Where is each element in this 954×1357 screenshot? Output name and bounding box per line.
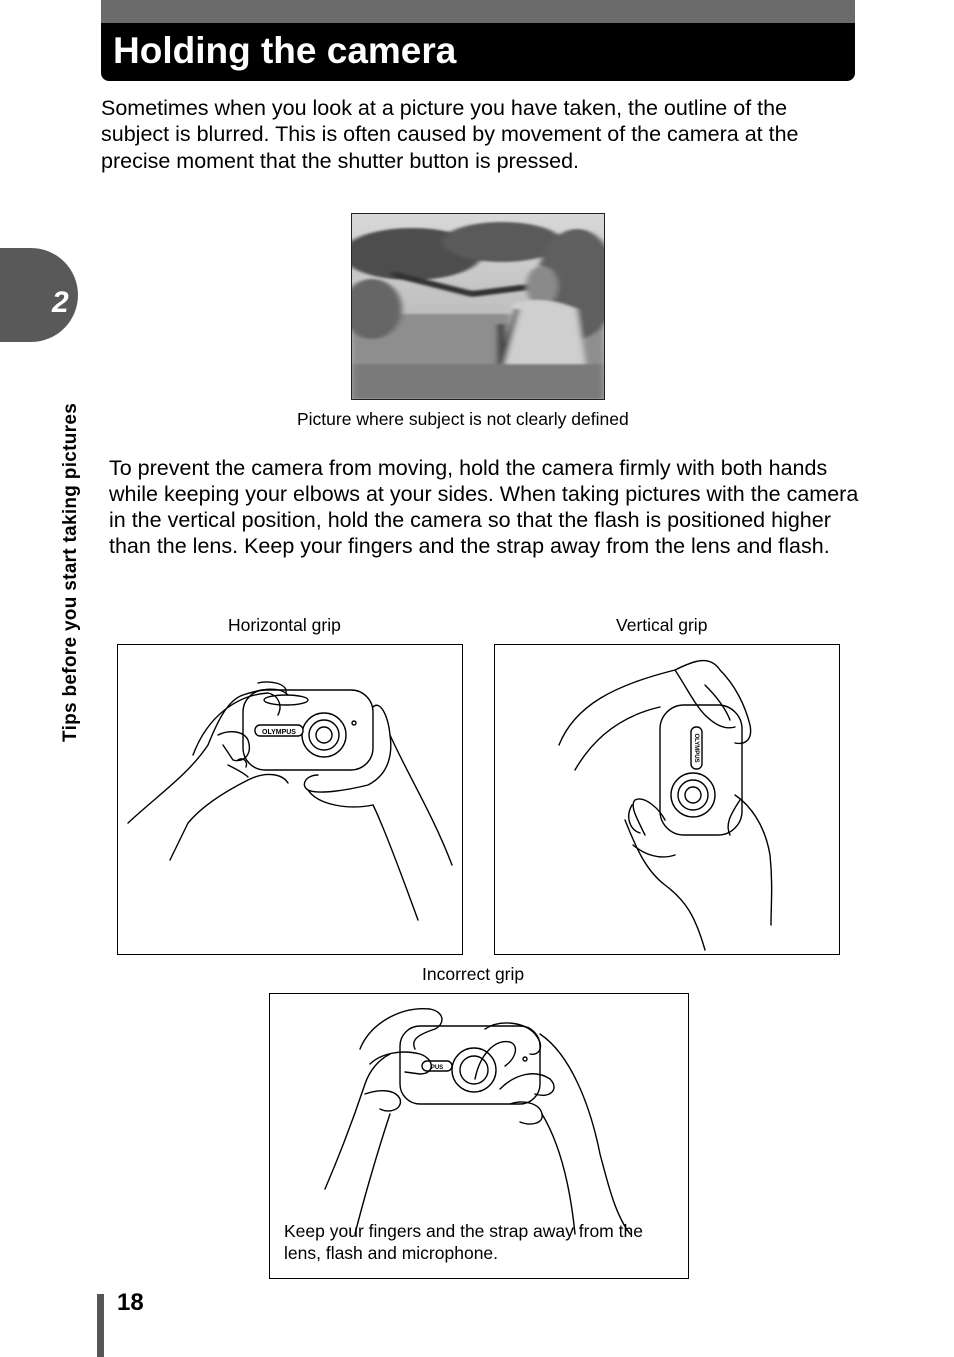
blurred-photo-image: [352, 214, 604, 399]
camera-brand-text-partial: PUS: [430, 1065, 444, 1071]
horizontal-grip-illustration: [118, 645, 462, 954]
body-paragraph: To prevent the camera from moving, hold the camera firmly with both hands while keeping your elbows at your sides. When taking pictures with the camera in the vertical position, hold the camera so that the flash is positioned higher than the lens. Keep your fingers and the strap away from the lens and flash.: [109, 456, 859, 558]
intro-paragraph: Sometimes when you look at a picture you have taken, the outline of the subject is blurred. This is often caused by movement of the camera at the precise moment that the shutter button is pressed.: [101, 96, 799, 173]
camera-brand-text: OLYMPUS: [262, 729, 296, 736]
incorrect-grip-figure: [269, 993, 689, 1279]
page-number-bar: [97, 1294, 104, 1357]
camera-brand-text-vertical: OLYMPUS: [693, 733, 699, 763]
chapter-number: 2: [52, 286, 69, 319]
page-number: 18: [117, 1289, 144, 1316]
incorrect-grip-note: Keep your fingers and the strap away from the lens, flash and microphone.: [284, 1221, 643, 1263]
vertical-grip-label: Vertical grip: [616, 615, 708, 635]
header-strip: [101, 0, 855, 23]
horizontal-grip-figure: [117, 644, 463, 955]
page-title: Holding the camera: [113, 30, 457, 71]
horizontal-grip-label: Horizontal grip: [228, 615, 341, 635]
photo-caption: Picture where subject is not clearly defined: [297, 409, 629, 429]
vertical-grip-illustration: [495, 645, 839, 954]
incorrect-grip-label: Incorrect grip: [422, 964, 525, 984]
vertical-grip-figure: [494, 644, 840, 955]
chapter-label: Tips before you start taking pictures: [60, 402, 81, 742]
page-header: [101, 0, 855, 81]
blurred-photo: [351, 213, 605, 400]
